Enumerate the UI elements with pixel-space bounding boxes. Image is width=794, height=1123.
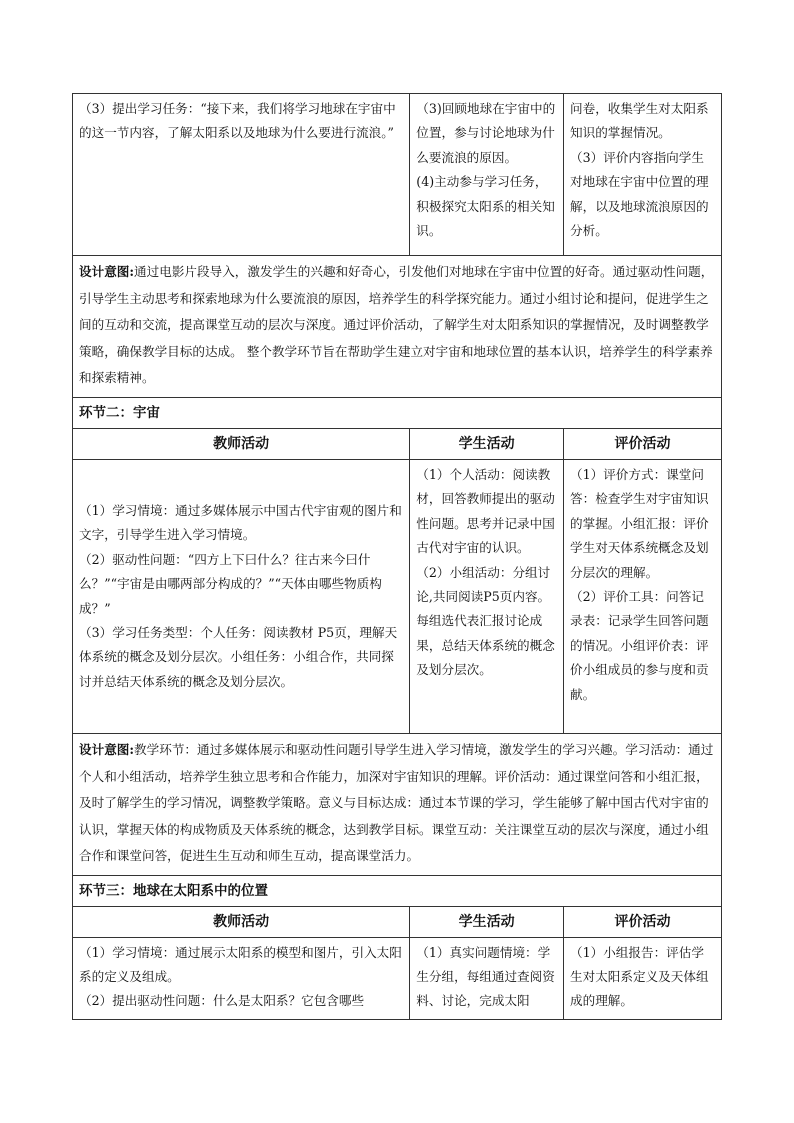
activity-row	[73, 460, 722, 734]
design-intent-label: 设计意图:	[79, 742, 135, 757]
design-intent-text: 教学环节：通过多媒体展示和驱动性问题引导学生进入学习情境，激发学生的学习兴趣。学习活动：通过个人和小组活动，培养学生独立思考和合作能力，加深对宇宙知识的理解。评价活动：通过课堂问答和小组汇报，及时了解学生的学习情况，调整教学策略。意义与目标达成：通过本节课的学习，学生能够了解中国古代对宇宙的认识，掌握天体的构成物质及天体系统的概念，达到教学目标。课堂互动：关注课堂互动的层次与深度，通过小组合作和课堂问答，促进生生互动和师生互动，提高课堂活力。	[79, 742, 714, 863]
evaluation-activity-cell	[564, 94, 722, 256]
evaluation-activity-cell	[564, 937, 722, 1019]
section-title-row	[73, 875, 722, 906]
teacher-activity-text: （2）驱动性问题：“四方上下曰什么？往古来今曰什么？”“宇宙是由哪两部分构成的？”“天体由哪些物质构成？”	[79, 551, 382, 616]
evaluation-activity-text: （3）评价内容指向学生对地球在宇宙中位置的理解，以及地球流浪原因的分析。	[570, 149, 709, 239]
header-student-activity: 学生活动	[410, 429, 564, 460]
design-intent-label: 设计意图:	[79, 264, 135, 279]
teacher-activity-cell	[73, 937, 410, 1019]
teacher-activity-cell	[73, 460, 410, 734]
activity-row	[73, 937, 722, 1019]
teacher-activity-text: （3）学习任务类型：个人任务：阅读教材 P5页，理解天体系统的概念及划分层次。小组任务：小组合作，共同探讨并总结天体系统的概念及划分层次。	[79, 624, 398, 689]
header-student-activity: 学生活动	[410, 906, 564, 937]
evaluation-activity-text: （1）评价方式：课堂问答：检查学生对宇宙知识的掌握。小组汇报：评价学生对天体系统概念及划分层次的理解。	[570, 467, 709, 580]
header-teacher-activity: 教师活动	[73, 906, 410, 937]
section-title: 环节二：宇宙	[73, 398, 722, 429]
evaluation-activity-text: （2）评价工具：问答记录表：记录学生回答问题的情况。小组评价表：评价小组成员的参与度和贡献。	[570, 589, 709, 702]
student-activity-text: （3)回顾地球在宇宙中的位置，参与讨论地球为什么要流浪的原因。	[416, 101, 556, 165]
evaluation-activity-text: （1）小组报告：评估学生对太阳系定义及天体组成的理解。	[570, 944, 709, 1009]
student-activity-cell	[410, 460, 564, 734]
header-evaluation-activity: 评价活动	[564, 429, 722, 460]
design-intent-row	[73, 734, 722, 876]
teacher-activity-text: （1）学习情境：通过展示太阳系的模型和图片，引入太阳系的定义及组成。	[79, 944, 402, 984]
header-evaluation-activity: 评价活动	[564, 906, 722, 937]
student-activity-text: （1）个人活动：阅读教材，回答教师提出的驱动性问题。思考并记录中国古代对宇宙的认识。	[416, 467, 555, 556]
teacher-activity-cell	[73, 94, 410, 256]
lesson-plan-page	[72, 93, 722, 1020]
teacher-activity-text: （2）提出驱动性问题：什么是太阳系？它包含哪些	[79, 993, 365, 1009]
teacher-activity-text: （3）提出学习任务：“接下来，我们将学习地球在宇宙中的这一节内容，了解太阳系以及地球为什么要进行流浪。”	[79, 101, 396, 141]
evaluation-activity-text: 问卷，收集学生对太阳系知识的掌握情况。	[570, 101, 709, 141]
header-teacher-activity: 教师活动	[73, 429, 410, 460]
design-intent-cell	[73, 256, 722, 398]
student-activity-cell	[410, 94, 564, 256]
design-intent-text: 通过电影片段导入，激发学生的兴趣和好奇心，引发他们对地球在宇宙中位置的好奇。通过驱动性问题，引导学生主动思考和探索地球为什么要流浪的原因，培养学生的科学探究能力。通过小组讨论和提问，促进学生之间的互动和交流，提高课堂互动的层次与深度。通过评价活动，了解学生对太阳系知识的掌握情况，及时调整教学策略，确保教学目标的达成。 整个教学环节旨在帮助学生建立对宇宙和地球位置的基本认识，培养学生的科学素养和探索精神。	[79, 264, 714, 385]
section-title-row	[73, 398, 722, 429]
column-header-row	[73, 429, 722, 460]
student-activity-cell	[410, 937, 564, 1019]
lesson-plan-table	[72, 93, 722, 1020]
design-intent-cell	[73, 734, 722, 876]
continued-activity-row	[73, 94, 722, 256]
teacher-activity-text: （1）学习情境：通过多媒体展示中国古代宇宙观的图片和文字，引导学生进入学习情境。	[79, 502, 402, 543]
student-activity-text: (4)主动参与学习任务，积极探究太阳系的相关知识。	[416, 174, 555, 239]
student-activity-text: （2）小组活动：分组讨论,共同阅读P5页内容。每组选代表汇报讨论成果，总结天体系统的概念及划分层次。	[416, 564, 555, 678]
design-intent-row	[73, 256, 722, 398]
evaluation-activity-cell	[564, 460, 722, 734]
column-header-row	[73, 906, 722, 937]
student-activity-text: （1）真实问题情境：学生分组，每组通过查阅资料、讨论，完成太阳	[416, 944, 555, 1009]
section-title: 环节三：地球在太阳系中的位置	[73, 875, 722, 906]
